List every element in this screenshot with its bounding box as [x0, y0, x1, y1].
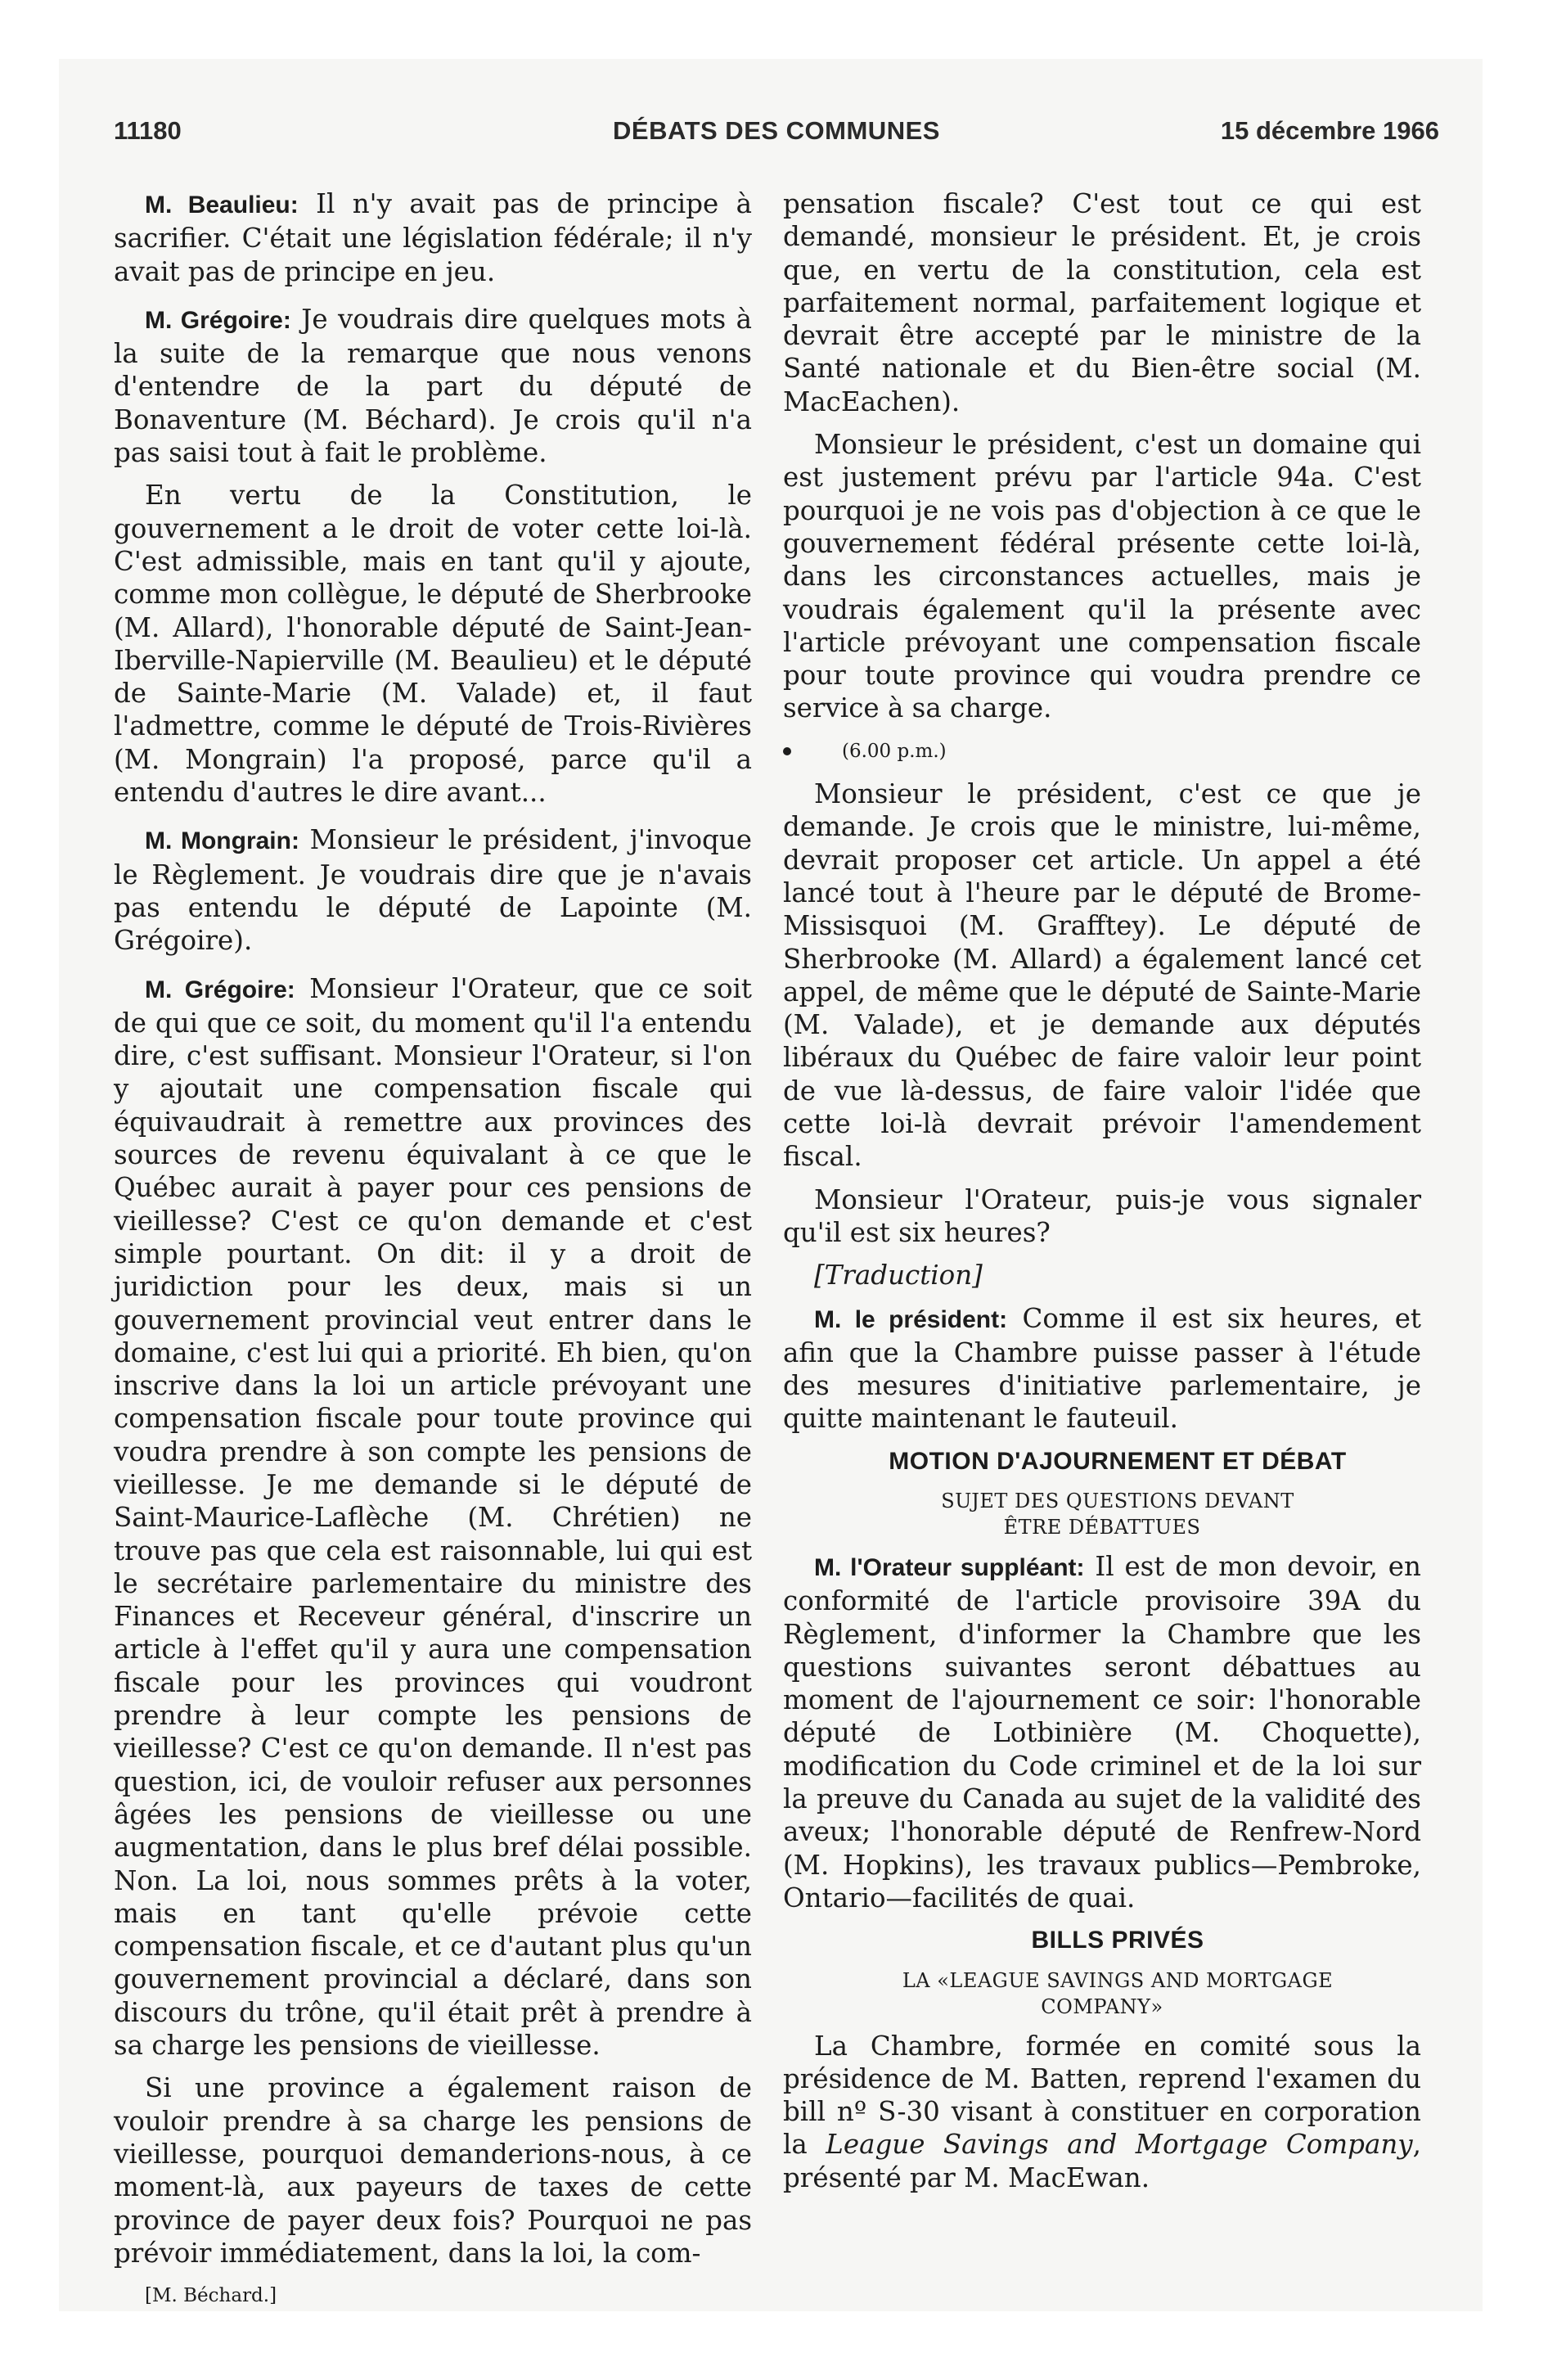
right-column: [783, 187, 1421, 2204]
paragraph: [114, 972, 752, 2062]
speech-text: Il n'y avait pas de principe à sacrifier. C'était une législation fédérale; il n'y avait pas de principe en jeu.: [114, 188, 752, 287]
paragraph: [783, 1550, 1421, 1914]
subheading-line: ÊTRE DÉBATTUES: [1003, 1515, 1201, 1539]
page-header: [114, 116, 1439, 149]
time-text: (6.00 p.m.): [842, 740, 947, 762]
section-subheading: [783, 1968, 1421, 2020]
company-name: League Savings and Mortgage Company: [826, 2129, 1413, 2161]
speaker-name: M. l'Orateur suppléant:: [814, 1553, 1085, 1581]
time-marker: [783, 735, 1421, 768]
header-title: DÉBATS DES COMMUNES: [613, 116, 940, 145]
paragraph: Monsieur l'Orateur, puis-je vous signaler qu'il est six heures?: [783, 1183, 1421, 1248]
translation-note: [Traduction]: [814, 1260, 983, 1291]
subheading-line: LA «LEAGUE SAVINGS AND MORTGAGE: [902, 1968, 1334, 1992]
paragraph-text: La Chambre, formée en comité sous la présidence de M. Batten, reprend l'examen du bill nº S-30 visant à constituer en corporation la: [783, 2030, 1421, 2161]
column-signature: [M. Béchard.]: [145, 2285, 277, 2307]
paragraph: [114, 823, 752, 957]
speech-text: Il est de mon devoir, en conformité de l'article provisoire 39A du Règlement, d'informer la Chambre que les questions suivantes seront débattues au moment de l'ajournement ce soir: l'honorable député de Lotbinière (M. Choquette), modification du Code criminel et de la loi sur la preuve du Canada au sujet de la validité des aveux; l'honorable député de Renfrew-Nord (M. Hopkins), les travaux publics—Pembroke, Ontario—facilités de quai.: [783, 1550, 1421, 1913]
subheading-line: SUJET DES QUESTIONS DEVANT: [941, 1489, 1294, 1512]
paragraph: Monsieur le président, c'est ce que je demande. Je crois que le ministre, lui-même, devrait proposer cet article. Un appel a été lancé tout à l'heure par le député de Brome-Missisquoi (M. Grafftey). Le député de Sherbrooke (M. Allard) a également lancé cet appel, de même que le député de Sainte-Marie (M. Valade), et je demande aux députés libéraux du Québec de faire valoir leur point de vue là-dessus, de faire valoir l'idée que cette loi-là devrait prévoir l'amendement fiscal.: [783, 778, 1421, 1173]
header-page-number: 11180: [114, 116, 182, 145]
speech-text: Monsieur le président, j'invoque le Règlement. Je voudrais dire que je n'avais pas entendu le député de Lapointe (M. Grégoire).: [114, 824, 752, 957]
document-page: [59, 59, 1483, 2311]
bullet-icon: [783, 747, 791, 755]
paragraph: pensation fiscale? C'est tout ce qui est demandé, monsieur le président. Et, je crois que, en vertu de la constitution, cela est parfaitement normal, parfaitement logique et devrait être accepté par le ministre de la Santé nationale et du Bien-être social (M. MacEachen).: [783, 188, 1421, 417]
speaker-name: M. Grégoire:: [145, 976, 295, 1003]
paragraph: [783, 1302, 1421, 1436]
paragraph: Si une province a également raison de vouloir prendre à sa charge les pensions de vieillesse, pourquoi demanderions-nous, à ce moment-là, aux payeurs de taxes de cette province de payer deux fois? Pourquoi ne pas prévoir immédiatement, dans la loi, la com-: [114, 2072, 752, 2269]
section-subheading: [783, 1488, 1421, 1540]
speech-text: Monsieur l'Orateur, que ce soit de qui que ce soit, du moment qu'il l'a entendu dire, c'est suffisant. Monsieur l'Orateur, si l'on y ajoutait une compensation fiscale qui équivaudrait à remettre aux provinces des sources de revenu équivalant à ce que le Québec aurait à payer pour ces pensions de vieillesse? C'est ce qu'on demande et c'est simple pourtant. On dit: il y a droit de juridiction pour les deux, mais si un gouvernement provincial veut entrer dans le domaine, c'est lui qui a priorité. Eh bien, qu'on inscrive dans la loi un article prévoyant une compensation fiscale pour toute province qui voudra prendre à son compte les pensions de vieillesse. Je me demande si le député de Saint-Maurice-Laflèche (M. Chrétien) ne trouve pas que cela est raisonnable, lui qui est le secrétaire parlementaire du ministre des Finances et Receveur général, d'inscrire un article à l'effet qu'il y aura une compensation fiscale pour les provinces qui voudront prendre à leur compte les pensions de vieillesse? C'est ce qu'on demande. Il n'est pas question, ici, de vouloir refuser aux personnes âgées les pensions de vieillesse ou une augmentation, dans le plus bref délai possible. Non. La loi, nous sommes prêts à la voter, mais en tant qu'elle prévoie cette compensation fiscale, et ce d'autant plus qu'un gouvernement provincial a déclaré, dans son discours du trône, qu'il était prêt à prendre à sa charge les pensions de vieillesse.: [114, 972, 752, 2062]
section-heading: MOTION D'AJOURNEMENT ET DÉBAT: [889, 1447, 1347, 1475]
paragraph: [114, 187, 752, 288]
paragraph: [783, 2030, 1421, 2194]
paragraph-text: , présenté par M. MacEwan.: [783, 2129, 1421, 2193]
subheading-line: COMPANY»: [1041, 1995, 1163, 2018]
header-date: 15 décembre 1966: [1220, 116, 1439, 145]
speaker-name: M. Grégoire:: [145, 306, 291, 334]
speaker-name: M. le président:: [814, 1305, 1008, 1333]
paragraph: En vertu de la Constitution, le gouvernement a le droit de voter cette loi-là. C'est admissible, mais en tant qu'il y ajoute, comme mon collègue, le député de Sherbrooke (M. Allard), l'honorable député de Saint-Jean-Iberville-Napierville (M. Beaulieu) et le député de Sainte-Marie (M. Valade) et, il faut l'admettre, comme le député de Trois-Rivières (M. Mongrain) l'a proposé, parce qu'il a entendu d'autres le dire avant...: [114, 480, 752, 809]
speaker-name: M. Mongrain:: [145, 827, 299, 855]
speech-text: Je voudrais dire quelques mots à la suite de la remarque que nous venons d'entendre de la part du député de Bonaventure (M. Béchard). Je crois qu'il n'a pas saisi tout à fait le problème.: [114, 303, 752, 469]
left-column: [114, 187, 752, 2322]
speech-text: Comme il est six heures, et afin que la Chambre puisse passer à l'étude des mesures d'initiative parlementaire, je quitte maintenant le fauteuil.: [783, 1302, 1421, 1435]
paragraph: [114, 303, 752, 469]
section-heading: BILLS PRIVÉS: [1031, 1927, 1204, 1954]
paragraph: Monsieur le président, c'est un domaine qui est justement prévu par l'article 94a. C'est pourquoi je ne vois pas d'objection à ce que le gouvernement fédéral présente cette loi-là, dans les circonstances actuelles, mais je voudrais également qu'il la présente avec l'article prévoyant une compensation fiscale pour toute province qui voudra prendre ce service à sa charge.: [783, 429, 1421, 724]
speaker-name: M. Beaulieu:: [145, 192, 299, 219]
